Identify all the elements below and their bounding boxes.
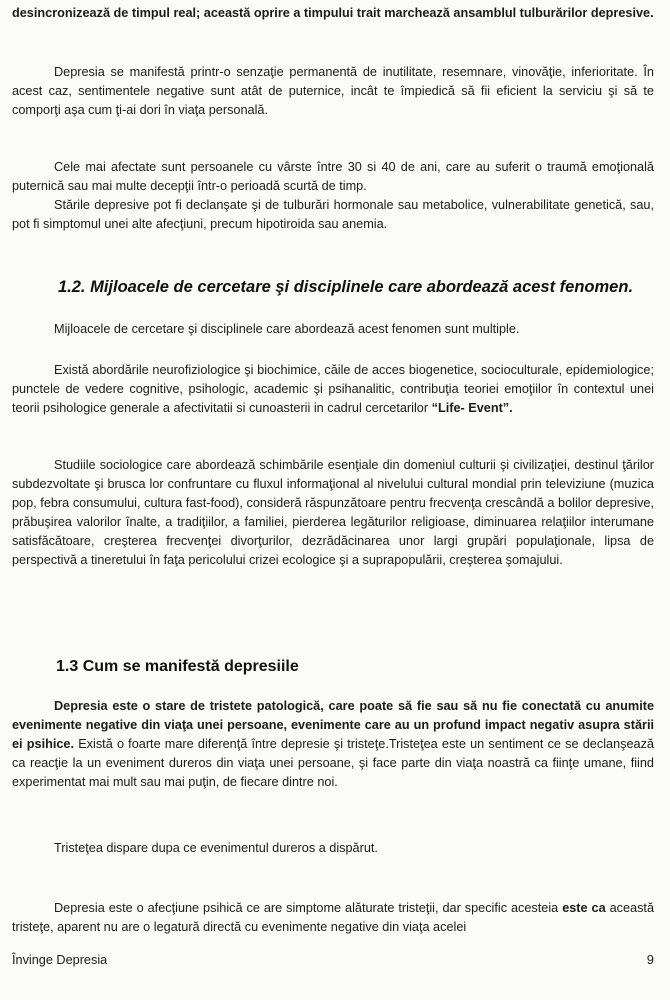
definition-text: Există o foarte mare diferenţă între depresie şi tristeţe.Tristeţea este un sentiment ce se declanşează ca reacţie la un eveniment dureros din viaţa unei persoane, şi face parte din viaţa noastră ca fiinţe umane, fiind experimentat mai mult sau mai puţin, de fiecare dintre noi.	[12, 737, 654, 789]
affection-text: Depresia este o afecţiune psihică ce are simptome alăturate tristeţii, dar specific acesteia	[54, 901, 563, 915]
affection-bold-text: este ca	[562, 901, 606, 915]
paragraph-continuation	[12, 4, 654, 23]
paragraph-sadness-disappears: Tristeţea dispare dupa ce evenimentul dureros a dispărut.	[54, 841, 378, 855]
footer-book-title: Învinge Depresia	[12, 953, 108, 967]
paragraph-approaches	[12, 361, 654, 418]
paragraph-depression-feelings: Depresia se manifestă printr-o senzaţie permanentă de inutilitate, resemnare, vinovăţie, inferioritate. În acest caz, sentimentele negative sunt atât de puternice, incât te împiedică să fii eficient la serviciu şi să te comporţi aşa cum ţi-ai dori în viaţa personală.	[12, 65, 654, 117]
paragraph-depression-definition	[12, 697, 654, 792]
section-heading-1-3: 1.3 Cum se manifestă depresiile	[56, 658, 299, 675]
section-heading-1-2: 1.2. Mijloacele de cercetare şi disciplinele care abordează acest fenomen.	[58, 278, 634, 296]
continuation-text: desincronizează de timpul real; această oprire a timpului trait marchează ansamblul tulburărilor depresive.	[12, 6, 654, 20]
paragraph-affected-persons: Cele mai afectate sunt persoanele cu vârste între 30 si 40 de ani, care au suferit o traumă emoţională puternică sau mai multe decepţii într-o perioadă scurtă de timp.	[12, 160, 654, 193]
definition-bold-text: Depresia este o stare de tristete patologică, care poate să fie sau să nu fie conectată cu anumite evenimente negative din viaţa unei persoane, evenimente care au un profund impact negativ asupra stării ei psihice.	[12, 699, 654, 751]
paragraph-triggers: Stările depresive pot fi declanşate şi de tulburări hormonale sau metabolice, vulnerabilitate genetică, sau, pot fi simptomul unei alte afecţiuni, precum hipotiroida sau anemia.	[12, 198, 654, 231]
paragraph-depression-affection	[12, 899, 654, 937]
footer-page-number: 9	[646, 952, 654, 967]
paragraph-sociological-studies: Studiile sociologice care abordează schimbările esenţiale din domeniul culturii şi civilizaţiei, destinul ţărilor subdezvoltate şi brusca lor confruntare cu fluxul informaţional al nivelului cultural mondial prin televiziune (muzica pop, febra consumului, cultura fast-food), consideră răspunzătoare pentru frecvenţa crescândă a bolilor depresive, prăbuşirea valorilor înalte, a tradiţiilor, a familiei, pierderea legăturilor religioase, diminuarea relaţiilor interumane satisfăcătoare, creşterea frecvenţei divorţurilor, dezrădăcinarea unor largi grupări populaţionale, lipsa de perspectivă a tineretului în faţa pericolului crizei ecologice şi a suprapopulării, creşterea şomajului.	[12, 458, 654, 567]
approaches-text: Există abordările neurofiziologice şi biochimice, căile de acces biogenetice, socioculturale, epidemiologice; punctele de vedere cognitive, psihologic, academic şi psihanalitic, contribuţia teoriei emoţiilor în contextul unei teorii psihologice generale a afectivitatii si cunoasterii in cadrul cercetarilor	[12, 363, 654, 415]
paragraph-research-means: Mijloacele de cercetare şi disciplinele care abordează acest fenomen sunt multiple.	[54, 322, 520, 336]
affection-text-end: această tristeţe, aparent nu are o legatură directă cu evenimente negative din viaţa acelei	[12, 901, 655, 934]
life-event-term: “Life- Event”.	[431, 401, 513, 415]
